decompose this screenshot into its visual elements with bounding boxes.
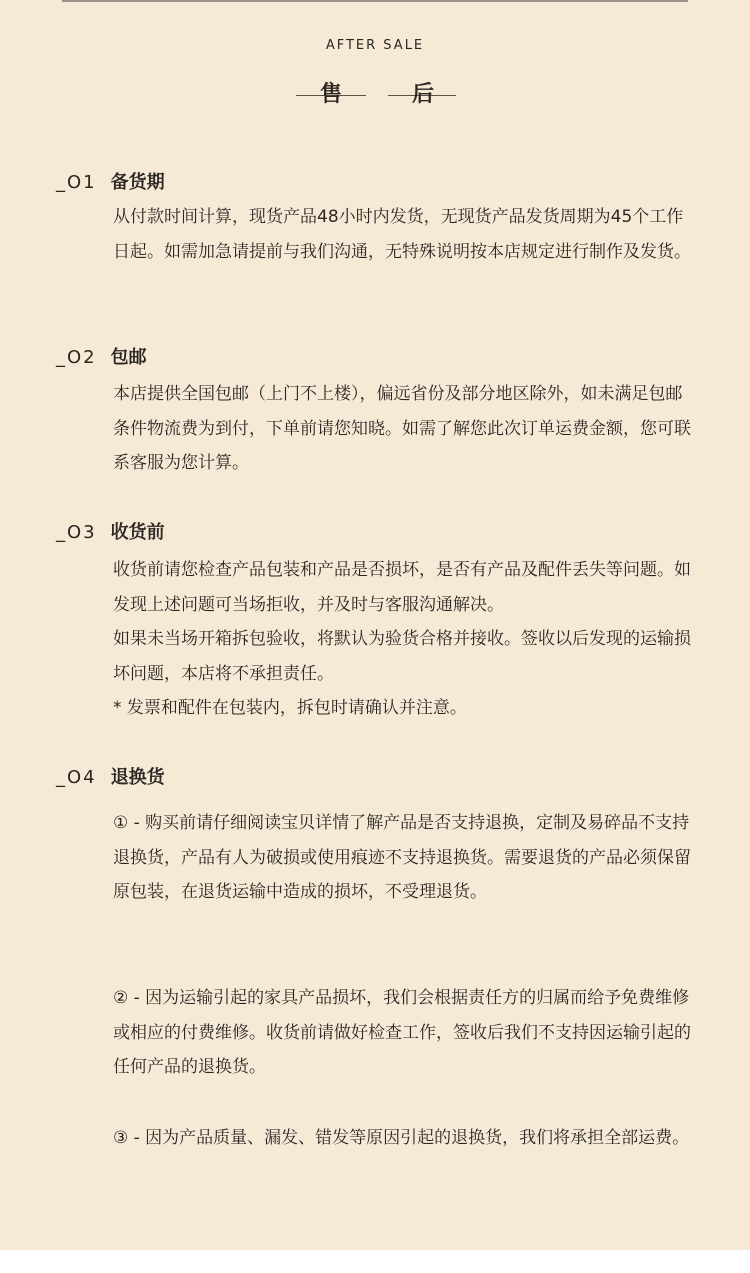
section-body-returns-2 xyxy=(113,981,693,1085)
paragraph: 从付款时间计算，现货产品48小时内发货，无现货产品发货周期为45个工作日起。如需加急请提前与我们沟通，无特殊说明按本店规定进行制作及发货。 xyxy=(113,207,691,262)
top-divider-line xyxy=(62,0,688,2)
paragraph: * 发票和配件在包装内，拆包时请确认并注意。 xyxy=(113,698,467,718)
paragraph: 如果未当场开箱拆包验收，将默认为验货合格并接收。签收以后发现的运输损坏问题，本店将不承担责任。 xyxy=(113,629,691,684)
section-title: 备货期 xyxy=(110,172,165,193)
paragraph: 本店提供全国包邮（上门不上楼），偏远省份及部分地区除外，如未满足包邮条件物流费为到付，下单前请您知晓。如需了解您此次订单运费金额，您可联系客服为您计算。 xyxy=(113,384,691,473)
paragraph: ① - 购买前请仔细阅读宝贝详情了解产品是否支持退换，定制及易碎品不支持退换货，产品有人为破损或使用痕迹不支持退换货。需要退货的产品必须保留原包装，在退货运输中造成的损坏，不受理退货。 xyxy=(113,813,691,902)
section-heading-stock-period xyxy=(56,168,165,194)
section-body-free-shipping xyxy=(113,377,693,481)
paragraph: ③ - 因为产品质量、漏发、错发等原因引起的退换货，我们将承担全部运费。 xyxy=(113,1128,690,1148)
title-char-1: 售 xyxy=(320,82,343,107)
header-title xyxy=(0,80,750,120)
bottom-band xyxy=(0,1250,750,1273)
section-heading-free-shipping xyxy=(56,343,147,369)
paragraph: ② - 因为运输引起的家具产品损坏，我们会根据责任方的归属而给予免费维修或相应的付费维修。收货前请做好检查工作，签收后我们不支持因运输引起的任何产品的退换货。 xyxy=(113,988,691,1077)
section-body-returns-1 xyxy=(113,806,693,910)
section-title: 包邮 xyxy=(110,347,147,368)
section-title: 退换货 xyxy=(110,767,165,788)
section-number: _O2 xyxy=(56,347,97,368)
header-subtitle: AFTER SALE xyxy=(325,38,425,53)
section-body-stock-period xyxy=(113,200,693,269)
paragraph: 收货前请您检查产品包装和产品是否损坏，是否有产品及配件丢失等问题。如发现上述问题可当场拒收，并及时与客服沟通解决。 xyxy=(113,560,691,615)
section-number: _O4 xyxy=(56,767,97,788)
title-char-2: 后 xyxy=(412,82,435,107)
section-heading-returns xyxy=(56,763,165,789)
section-body-before-receipt xyxy=(113,553,693,726)
section-body-returns-3 xyxy=(113,1121,693,1156)
section-number: _O1 xyxy=(56,172,97,193)
section-title: 收货前 xyxy=(110,522,165,543)
section-number: _O3 xyxy=(56,522,97,543)
section-heading-before-receipt xyxy=(56,518,165,544)
